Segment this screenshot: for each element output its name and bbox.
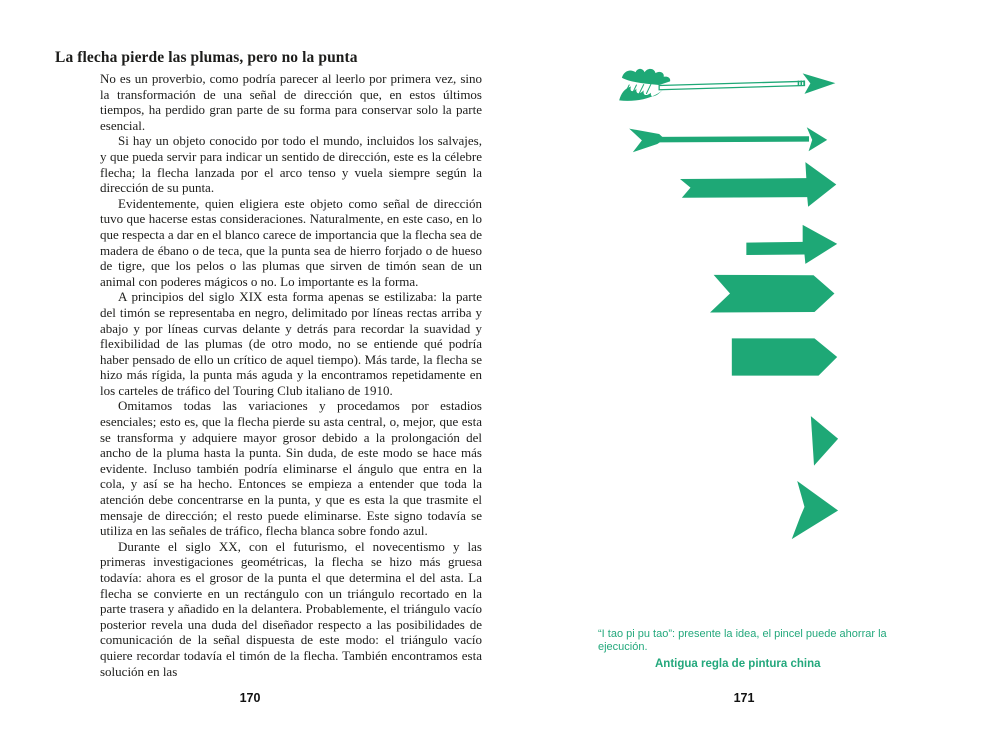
paragraph: Omitamos todas las variaciones y procedamos por estadios esenciales; esto es, que la flecha pierde su asta central, o, mejor, que esta se transforma y adquiere mayor grosor debido a la prolongación del ancho de la pluma hasta la punta. Sin duda, de este modo se hace más evidente. Incluso también podría eliminarse el ángulo que entra en la cola, y así se ha hecho. Entonces se empieza a entender que toda la atención debe concentrarse en la punta, y que es esta la que trasmite el mensaje de dirección; el resto puede eliminarse. Este signo todavía se utiliza en las señales de tráfico, flecha blanca sobre fondo azul. bbox=[100, 398, 482, 539]
page-number-left: 170 bbox=[239, 691, 261, 705]
hand-drawn-feathered-arrow-icon bbox=[619, 69, 835, 101]
paragraph: Evidentemente, quien eligiera este objeto como señal de dirección tuvo que hacerse estas consideraciones. Naturalmente, en este caso, en lo que respecta a dar en el blanco carece de importancia que la flecha sea de madera de ébano o de teca, que la punta sea de hierro forjado o de hueso de tigre, que los pelos o las plumas que sirven de timón sean de un animal con poderes mágicos o no. Lo importante es la forma. bbox=[100, 195, 482, 289]
page-title: La flecha pierde las plumas, pero no la punta bbox=[55, 49, 358, 66]
body-text bbox=[100, 71, 482, 679]
wide-notched-band-arrow-icon bbox=[710, 275, 834, 313]
caption-quote: “I tao pi pu tao”: presente la idea, el pincel puede ahorrar la ejecución. bbox=[598, 628, 887, 653]
page-number-right: 171 bbox=[733, 691, 755, 705]
thick-shaft-notched-tail-arrow-icon bbox=[680, 162, 836, 207]
stylized-feather-tail-arrow-icon bbox=[629, 127, 827, 152]
caption-source: Antigua regla de pintura china bbox=[655, 658, 821, 670]
arrow-evolution-illustration bbox=[600, 55, 860, 600]
paragraph: A principios del siglo XIX esta forma apenas se estilizaba: la parte del timón se representaba en negro, delimitado por líneas rectas arriba y abajo y por líneas curvas delante y detrás para recordar la suavidad y flexibilidad de las plumas (de otro modo, no se entiende qué podría haber pensado de ello un crítico de aquel tiempo). Más tarde, la flecha se hizo más rígida, la punta más aguda y la encontramos repetidamente en los carteles de tráfico del Touring Club italiano de 1910. bbox=[100, 289, 482, 398]
chevron-arrowhead-icon bbox=[792, 481, 838, 539]
paragraph: Si hay un objeto conocido por todo el mundo, incluidos los salvajes, y que pueda servir para indicar un sentido de dirección, este es la célebre flecha; la flecha lanzada por el arco tenso y vuela siempre según la dirección de su punta. bbox=[100, 133, 482, 196]
paragraph: Durante el siglo XX, con el futurismo, el novecentismo y las primeras investigaciones geométricas, la flecha se hizo más gruesa todavía: ahora es el grosor de la punta el que determina el del asta. La flecha se convierte en un rectángulo con un triángulo recortado en la parte trasera y añadido en la delantera. Probablemente, el triángulo vacío posterior revela una duda del diseñador respecto a las posibilidades de comunicación de la señal dispuesta de este modo: el triángulo vacío quiere recordar todavía el timón de la flecha. También encontramos esta solución en las bbox=[100, 538, 482, 679]
wide-band-arrow-icon bbox=[732, 338, 837, 375]
short-thick-shaft-arrow-icon bbox=[746, 225, 837, 264]
illustration-caption bbox=[598, 628, 932, 670]
solid-triangle-arrowhead-icon bbox=[811, 416, 838, 466]
paragraph: No es un proverbio, como podría parecer al leerlo por primera vez, sino la transformación de una señal de dirección que, en estos últimos tiempos, ha perdido gran parte de su forma para conservar solo la parte esencial. bbox=[100, 71, 482, 133]
page-left bbox=[55, 49, 482, 679]
